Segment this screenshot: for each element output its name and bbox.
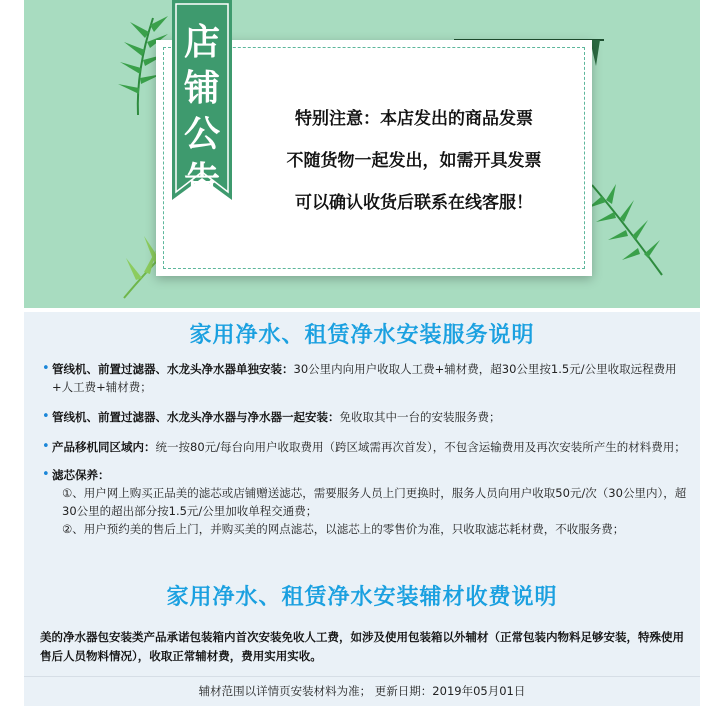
badge-char: 公 xyxy=(183,114,220,155)
item-label: 管线机、前置过滤器、水龙头净水器与净水器一起安装： xyxy=(52,410,340,424)
notice-line: 特别注意：本店发出的商品发票 xyxy=(295,109,533,129)
filter-line: ②、用户预约美的售后上门，并购买美的网点滤芯，以滤芯上的零售价为准，只收取滤芯耗材费，不收服务费； xyxy=(62,522,625,536)
bullet-icon: • xyxy=(42,409,50,424)
item-text: 免收取其中一台的安装服务费； xyxy=(339,410,501,424)
notice-badge-title xyxy=(172,20,232,204)
item-text: 30公里内向用户收取人工费+辅材费，超30公里按1.5元/公里收取远程费用+人工费+辅材费； xyxy=(52,362,677,394)
badge-char: 告 xyxy=(183,160,220,201)
service-section xyxy=(24,312,700,705)
list-item xyxy=(42,360,692,396)
materials-title: 家用净水、租赁净水安装辅材收费说明 xyxy=(166,585,558,610)
bullet-icon: • xyxy=(42,439,50,454)
item-label: 产品移机同区域内： xyxy=(52,440,156,454)
item-text: 统一按80元/每台向用户收取费用（跨区域需再次首发），不包含运输费用及再次安装所产生的材料费用； xyxy=(155,440,686,454)
notice-line: 不随货物一起发出，如需开具发票 xyxy=(286,151,542,171)
bullet-icon: • xyxy=(42,361,50,376)
service-title: 家用净水、租赁净水安装服务说明 xyxy=(189,323,535,348)
footer-bar xyxy=(24,676,700,706)
filter-line: ①、用户网上购买正品美的滤芯或店铺赠送滤芯，需要服务人员上门更换时，服务人员向用户收取50元/次（30公里内），超30公里的超出部分按1.5元/公里加收单程交通费； xyxy=(62,486,687,518)
footer-text: 辅材范围以详情页安装材料为准； 更新日期：2019年05月01日 xyxy=(198,684,526,698)
notice-banner xyxy=(24,0,700,308)
list-item xyxy=(42,438,692,456)
notice-line: 可以确认收货后联系在线客服！ xyxy=(295,193,533,213)
notice-text xyxy=(244,98,584,224)
list-item xyxy=(42,408,692,426)
palm-leaf-icon xyxy=(582,180,672,280)
item-label: 管线机、前置过滤器、水龙头净水器单独安装： xyxy=(52,362,294,376)
materials-text: 美的净水器包安装类产品承诺包装箱内首次安装免收人工费，如涉及使用包装箱以外辅材（正常包装内物料足够安装，特殊使用售后人员物料情况），收取正常辅材费，费用实用实收。 xyxy=(40,630,684,663)
item-label: 滤芯保养： xyxy=(52,468,110,482)
bullet-icon: • xyxy=(42,467,50,482)
badge-char: 铺 xyxy=(183,68,220,109)
badge-char: 店 xyxy=(183,22,220,63)
list-item-filter xyxy=(42,466,692,538)
service-list xyxy=(42,360,692,548)
